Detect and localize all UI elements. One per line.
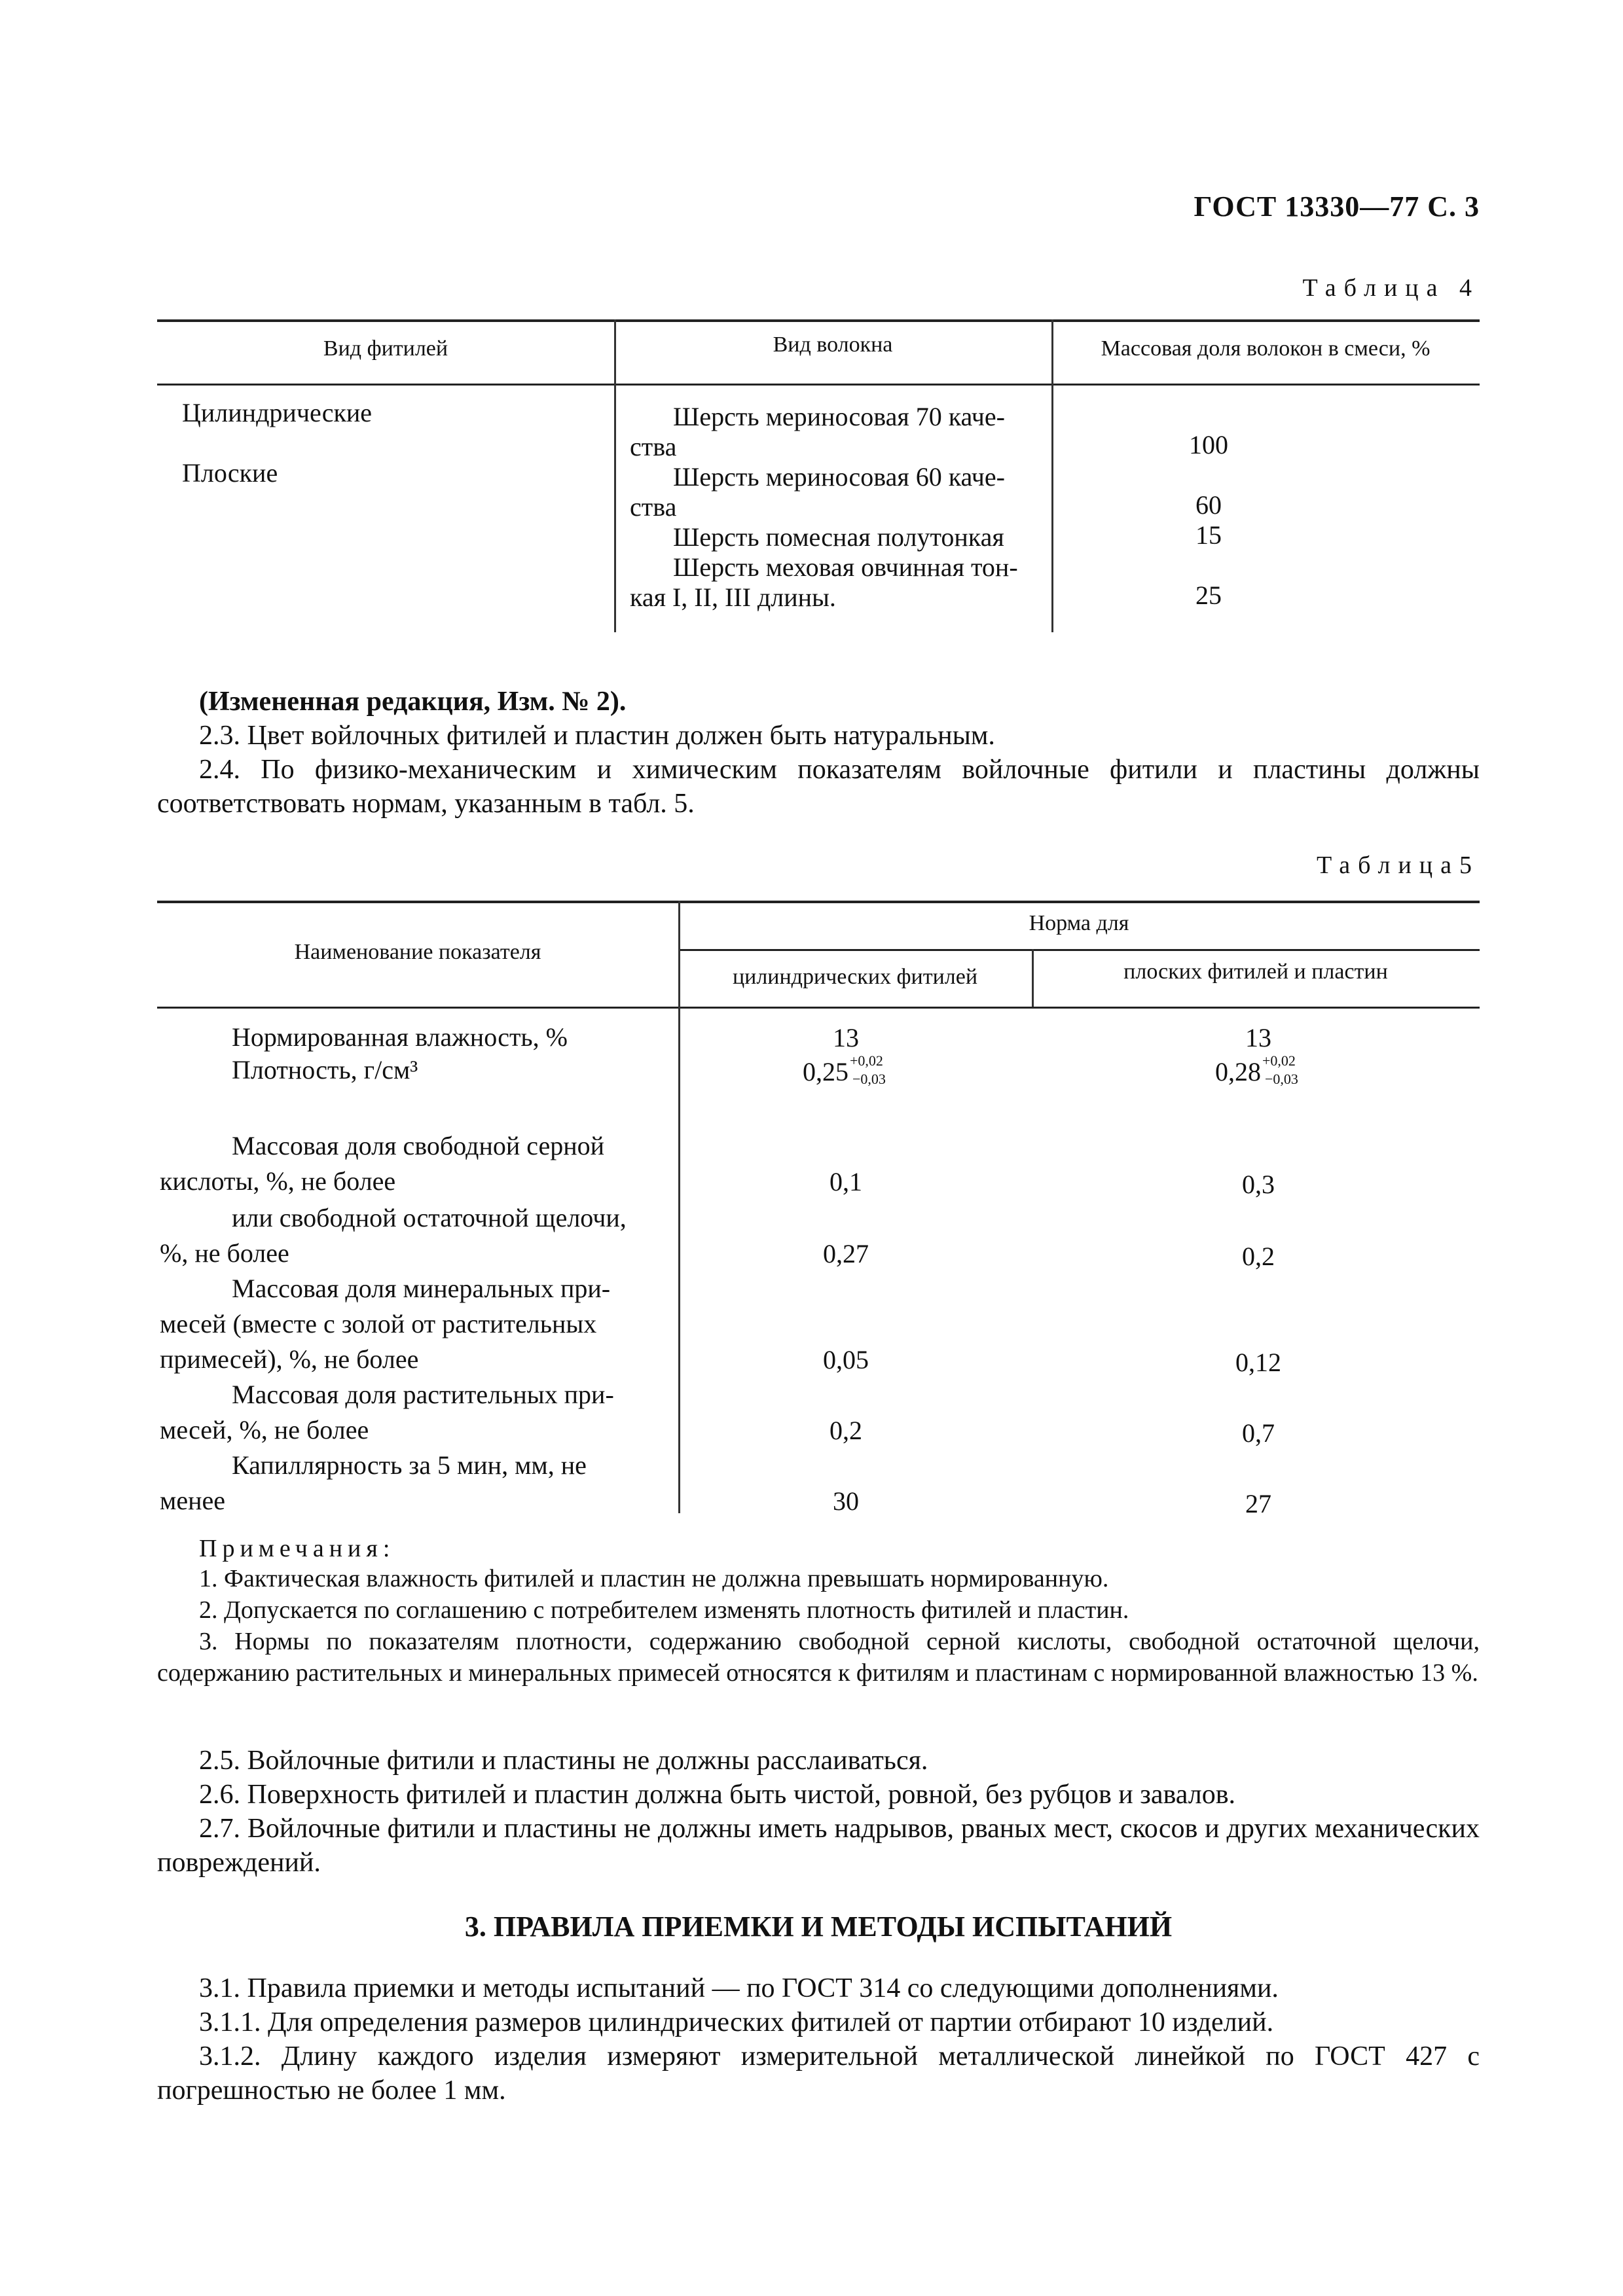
table5-indicator: кислоты, %, не более [160, 1166, 396, 1196]
section-3-title: 3. ПРАВИЛА ПРИЕМКИ И МЕТОДЫ ИСПЫТАНИЙ [464, 1910, 1173, 1943]
table5-value-flat: 27 [1245, 1489, 1271, 1518]
table5-value-cyl: 0,27 [823, 1239, 869, 1268]
table4-fiber-line: Шерсть мериносовая 70 каче- [673, 402, 1005, 431]
paragraph-3-1-2: 3.1.2. Длину каждого изделия измеряют измерительной металлической линейкой по ГОСТ 427 с погрешностью не более 1 мм. [157, 2041, 1480, 2106]
table5-header-norm: Норма для [1029, 911, 1129, 935]
table5-sub-rule [678, 949, 1480, 951]
tolerance-upper: +0,02 [1262, 1052, 1296, 1069]
table5-col-divider-1 [678, 901, 680, 1513]
table5-indicator: менее [160, 1486, 225, 1515]
paragraph-3-1-1: 3.1.1. Для определения размеров цилиндрических фитилей от партии отбирают 10 изделий. [199, 2007, 1274, 2037]
table5-value-cyl: 0,2 [830, 1416, 862, 1445]
table4-header-wick: Вид фитилей [323, 336, 448, 361]
table5-value-cyl: 0,1 [830, 1167, 862, 1196]
paragraph-3-1: 3.1. Правила приемки и методы испытаний — по ГОСТ 314 со следующими дополнениями. [199, 1973, 1279, 2003]
table4-fiber-line: Шерсть мериносовая 60 каче- [673, 462, 1005, 492]
table5-indicator: Массовая доля растительных при- [232, 1380, 614, 1409]
table5-value-cyl: 13 [833, 1023, 859, 1052]
table5-value-cyl: 30 [833, 1486, 859, 1516]
table4-fiber-line: Шерсть помесная полутонкая [673, 522, 1004, 552]
table5-indicator: или свободной остаточной щелочи, [232, 1203, 627, 1232]
table4-top-rule [157, 319, 1480, 322]
tolerance-lower: −0,03 [1265, 1071, 1298, 1087]
table4-header-share: Массовая доля волокон в смеси, % [1101, 336, 1431, 361]
table5-value-cyl [803, 1052, 886, 1087]
table4-col-divider-2 [1051, 319, 1053, 632]
tolerance-upper: +0,02 [850, 1052, 883, 1069]
table4-header-fiber: Вид волокна [773, 332, 893, 357]
table4-col-divider-1 [614, 319, 616, 632]
notes-title: Примечания: [199, 1535, 395, 1562]
table5-indicator: примесей), %, не более [160, 1344, 419, 1374]
table4-fiber-line: ства [630, 432, 677, 461]
table5-value-flat: 0,3 [1242, 1170, 1275, 1199]
table5-indicator: %, не более [160, 1238, 289, 1268]
table5-indicator: Массовая доля минеральных при- [232, 1274, 611, 1303]
table4-share-value: 25 [1195, 581, 1222, 610]
table5-caption: Таблица5 [1316, 852, 1480, 879]
table5-indicator: месей (вместе с золой от растительных [160, 1309, 597, 1338]
table5-header-flat: плоских фитилей и пластин [1123, 960, 1388, 984]
table4-fiber-line: ства [630, 492, 677, 522]
note-item: 3. Нормы по показателям плотности, содержанию свободной серной кислоты, свободной остаточной щелочи, содержанию растительных и минеральных примесей относятся к фитилям и пластинам с нормированной влажностью 13 %. [157, 1628, 1480, 1687]
table5-header-indicator: Наименование показателя [294, 940, 541, 964]
tolerance-lower: −0,03 [852, 1071, 886, 1087]
density-value: 0,25 [803, 1057, 848, 1086]
paragraph-2-6: 2.6. Поверхность фитилей и пластин должна быть чистой, ровной, без рубцов и завалов. [199, 1780, 1236, 1810]
table5-value-flat: 0,2 [1242, 1242, 1275, 1271]
table4-share-value: 15 [1195, 520, 1222, 550]
table5-indicator: Плотность, г/см³ [232, 1055, 418, 1085]
note-item: 2. Допускается по соглашению с потребителем изменять плотность фитилей и пластин. [199, 1596, 1129, 1624]
table4-caption: Таблица 4 [1302, 274, 1480, 302]
table5-indicator: Массовая доля свободной серной [232, 1131, 605, 1160]
paragraph-2-4: 2.4. По физико-механическим и химическим показателям войлочные фитили и пластины должны соответствовать нормам, указанным в табл. 5. [157, 755, 1480, 819]
table5-value-cyl: 0,05 [823, 1345, 869, 1374]
paragraph-2-3: 2.3. Цвет войлочных фитилей и пластин должен быть натуральным. [199, 721, 995, 751]
table4-wick-flat: Плоские [182, 458, 278, 488]
table5-indicator: Капиллярность за 5 мин, мм, не [232, 1450, 587, 1480]
table5-header-rule [157, 1007, 1480, 1009]
amendment-note: (Измененная редакция, Изм. № 2). [199, 687, 627, 717]
table5-value-flat: 0,12 [1235, 1348, 1281, 1377]
paragraph-2-7: 2.7. Войлочные фитили и пластины не должны иметь надрывов, рваных мест, скосов и других механических повреждений. [157, 1814, 1480, 1878]
note-item: 1. Фактическая влажность фитилей и пластин не должна превышать нормированную. [199, 1565, 1109, 1592]
table5-value-flat: 13 [1245, 1023, 1271, 1052]
table4-share-value: 60 [1195, 490, 1222, 520]
table4-wick-cylindrical: Цилиндрические [182, 398, 373, 427]
table5-header-cylindrical: цилиндрических фитилей [732, 965, 978, 989]
table4-share-value: 100 [1189, 430, 1228, 459]
table4-header-rule [157, 384, 1480, 386]
table5-indicator: месей, %, не более [160, 1415, 369, 1444]
table5-value-flat [1215, 1052, 1298, 1087]
page-header: ГОСТ 13330—77 С. 3 [1194, 190, 1480, 223]
table4-fiber-line: Шерсть меховая овчинная тон- [673, 552, 1018, 582]
table5-indicator: Нормированная влажность, % [232, 1022, 568, 1052]
table4-fiber-line: кая I, II, III длины. [630, 583, 836, 612]
table5-value-flat: 0,7 [1242, 1418, 1275, 1448]
density-value: 0,28 [1215, 1057, 1261, 1086]
table5-top-rule [157, 901, 1480, 903]
paragraph-2-5: 2.5. Войлочные фитили и пластины не должны расслаиваться. [199, 1746, 928, 1776]
